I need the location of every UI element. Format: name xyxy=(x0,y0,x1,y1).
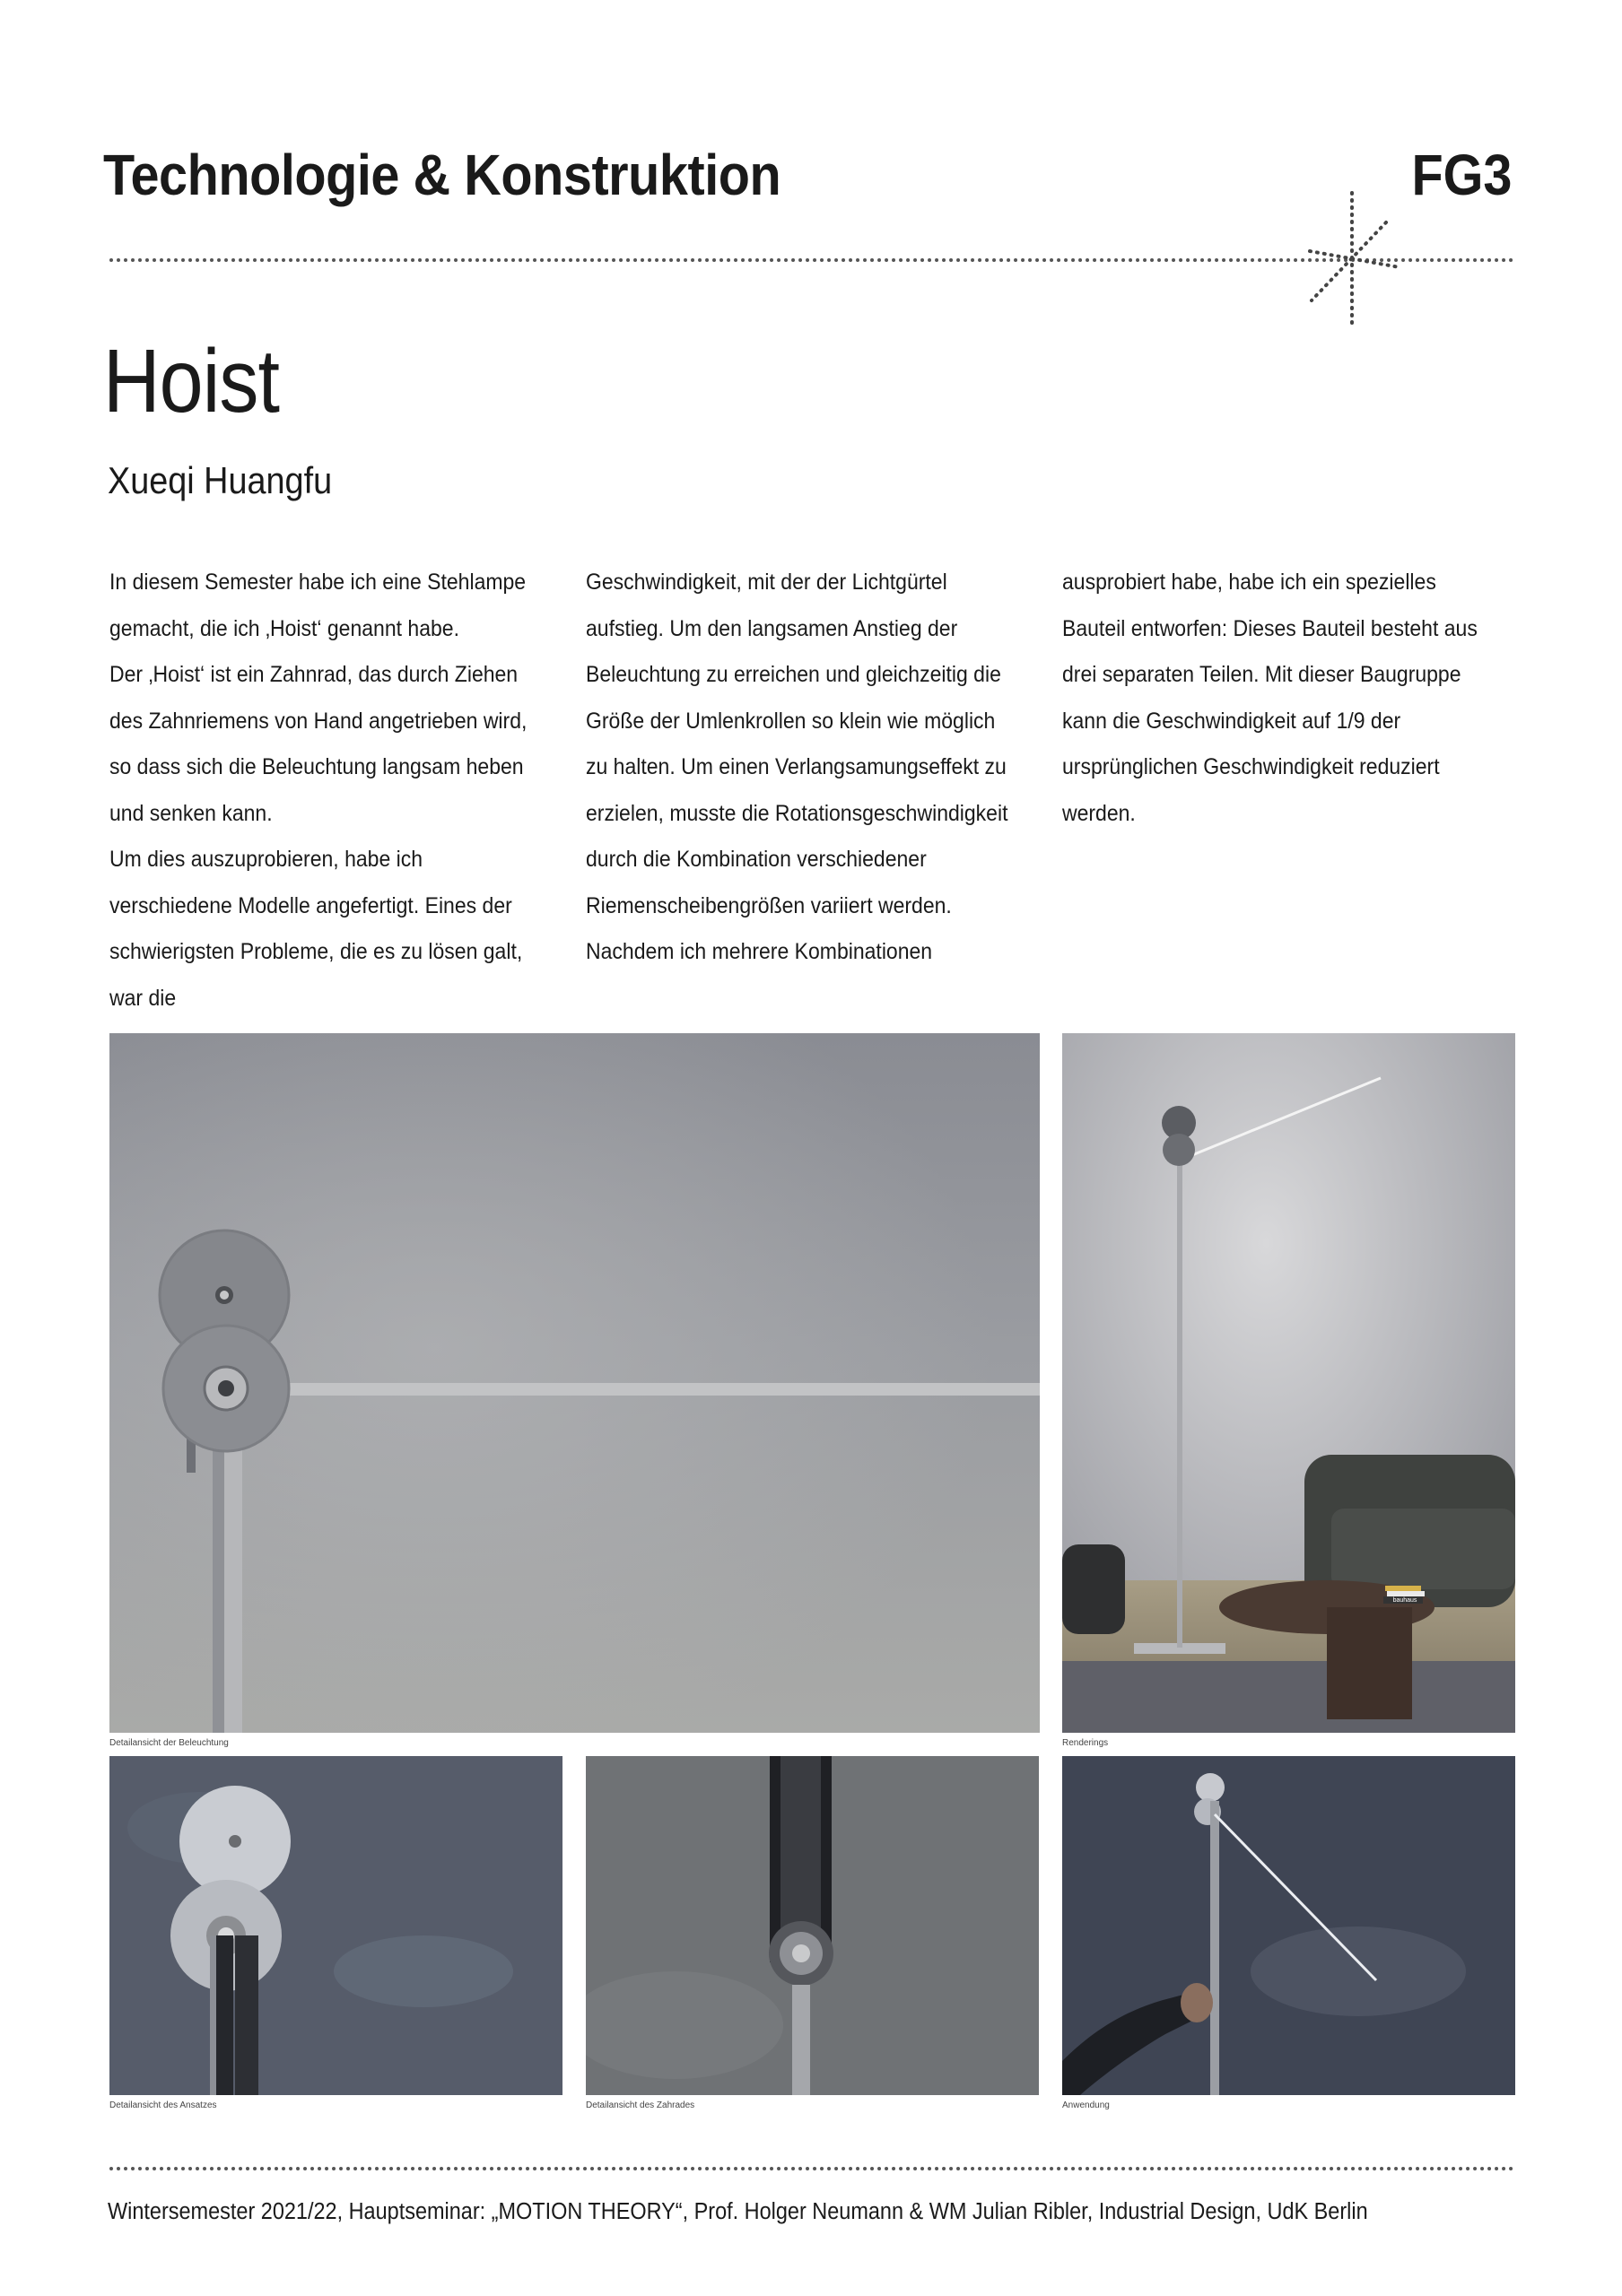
group-label: FG3 xyxy=(1410,143,1512,207)
photo-application xyxy=(1062,1756,1515,2095)
caption-detail-gear: Detailansicht des Zahrades xyxy=(586,2100,695,2110)
photo-detail-light xyxy=(109,1033,1040,1733)
caption-detail-attachment: Detailansicht des Ansatzes xyxy=(109,2100,217,2110)
caption-application: Anwendung xyxy=(1062,2100,1110,2110)
footer-credits: Wintersemester 2021/22, Hauptseminar: „MOTION THEORY“, Prof. Holger Neumann & WM Julian Ribler, Industrial Design, UdK Berlin xyxy=(108,2199,1368,2224)
book-label: bauhaus xyxy=(1392,1597,1417,1604)
footer-divider xyxy=(109,2167,1514,2170)
paragraph: ausprobiert habe, habe ich ein spezielles Bauteil entworfen: Dieses Bauteil besteht aus drei separaten Teilen. Mit dieser Baugruppe kann die Geschwindigkeit auf 1/9 der ursprünglichen Geschwindigkeit reduziert werden. xyxy=(1062,570,1478,826)
text-column-1 xyxy=(109,560,538,1022)
photo-detail-gear xyxy=(586,1756,1039,2095)
caption-detail-light: Detailansicht der Beleuchtung xyxy=(109,1738,229,1748)
text-column-3 xyxy=(1062,560,1491,837)
text-column-2 xyxy=(586,560,1015,976)
star-ornament-icon xyxy=(1301,188,1408,332)
paragraph: Geschwindigkeit, mit der der Lichtgürtel aufstieg. Um den langsamen Anstieg der Beleuchtung zu erreichen und gleichzeitig die Größe der Umlenkrollen so klein wie möglich zu halten. Um einen Verlangsamungseffekt zu erzielen, musste die Rotationsgeschwindigkeit durch die Kombination verschiedener Riemenscheibengrößen variiert werden. Nachdem ich mehrere Kombinationen xyxy=(586,570,1008,964)
paragraph: Der ‚Hoist‘ ist ein Zahnrad, das durch Ziehen des Zahnriemens von Hand angetrieben wird, so dass sich die Beleuchtung langsam heben und senken kann. xyxy=(109,662,528,826)
project-author: Xueqi Huangfu xyxy=(108,459,333,501)
project-title: Hoist xyxy=(103,331,280,431)
paragraph: In diesem Semester habe ich eine Stehlampe gemacht, die ich ‚Hoist‘ genannt habe. xyxy=(109,570,527,641)
photo-renderings xyxy=(1062,1033,1515,1733)
photo-detail-attachment xyxy=(109,1756,562,2095)
caption-renderings: Renderings xyxy=(1062,1738,1109,1748)
paragraph: Um dies auszuprobieren, habe ich verschiedene Modelle angefertigt. Eines der schwierigsten Probleme, die es zu lösen galt, war die xyxy=(109,847,523,1011)
section-title: Technologie & Konstruktion xyxy=(103,143,781,207)
